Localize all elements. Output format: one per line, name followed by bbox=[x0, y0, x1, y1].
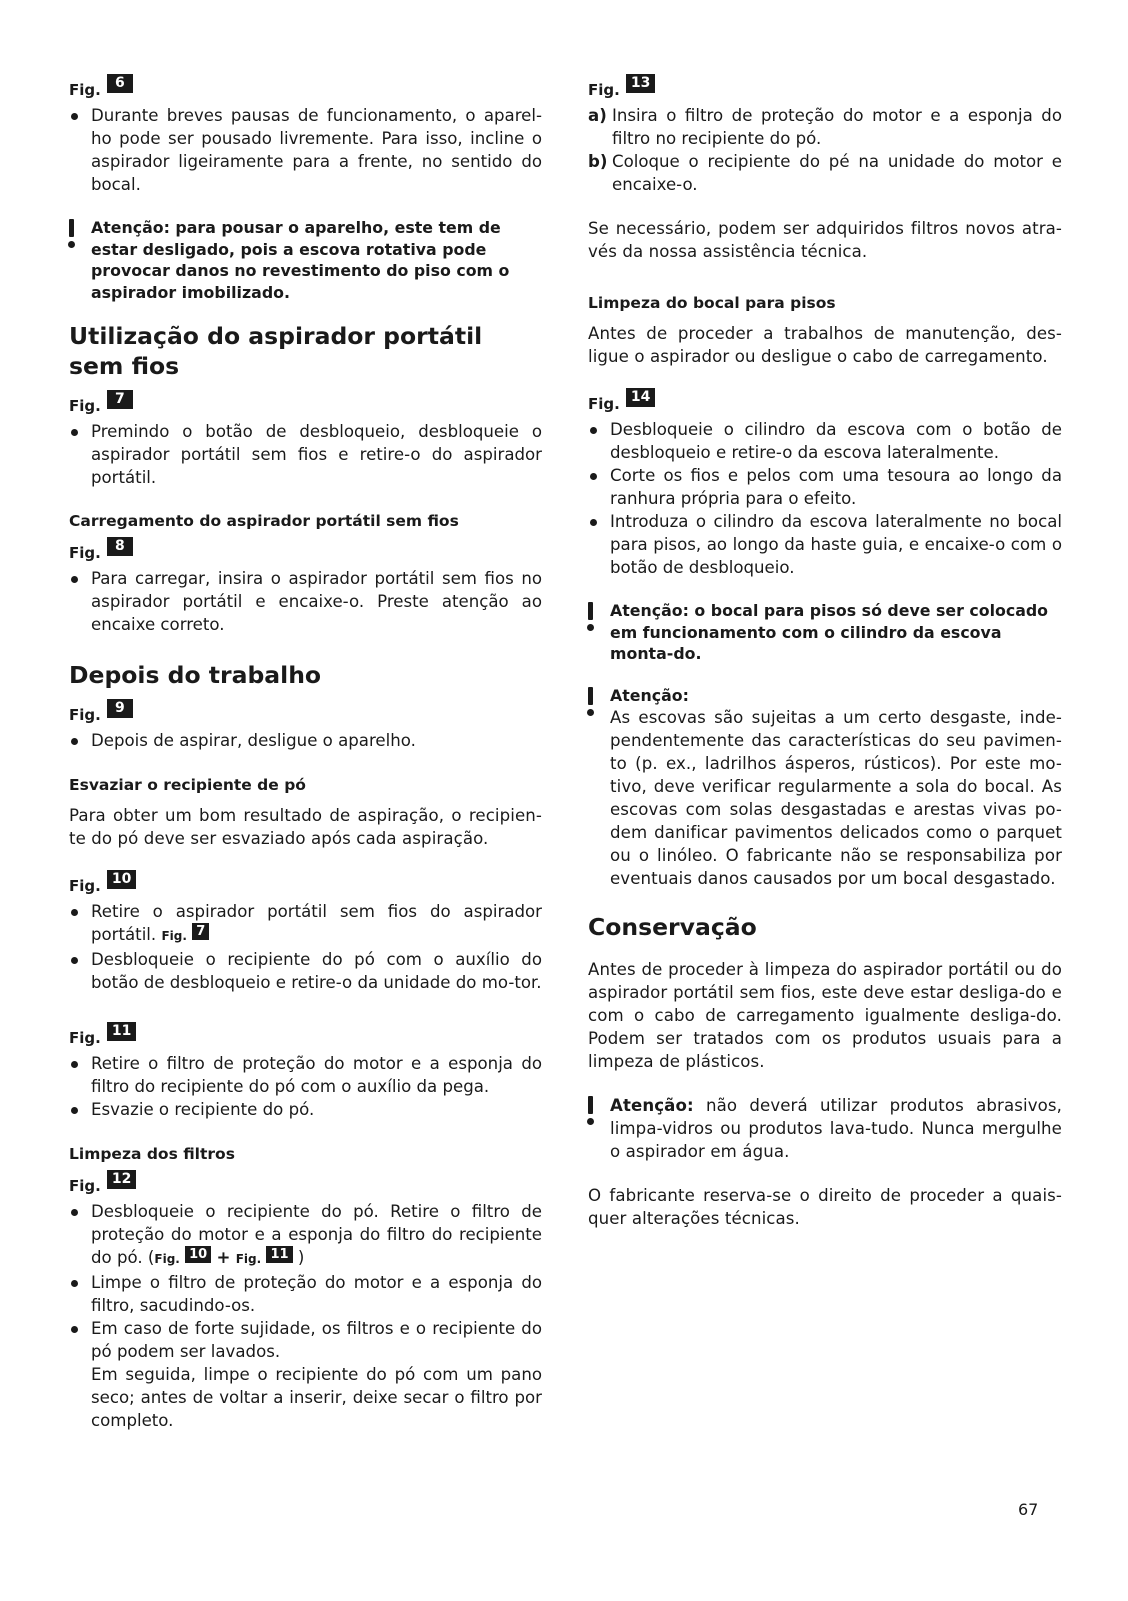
fig-number-badge: 10 bbox=[107, 870, 136, 889]
fig-number-badge: 9 bbox=[107, 699, 133, 718]
subheading-limpeza-filtros: Limpeza dos filtros bbox=[69, 1145, 235, 1163]
fig-number-badge: 7 bbox=[107, 390, 133, 409]
list-item: Depois de aspirar, desligue o aparelho. bbox=[69, 729, 542, 752]
list-item: Esvazie o recipiente do pó. bbox=[69, 1098, 542, 1121]
subheading-carregamento: Carregamento do aspirador portátil sem fios bbox=[69, 512, 459, 530]
fig-12-list bbox=[69, 1200, 542, 1432]
fig-number-badge: 8 bbox=[107, 537, 133, 556]
list-item: Em caso de forte sujidade, os filtros e o recipiente do pó podem ser lavados. Em seguida, limpe o recipiente do pó com um pano seco; antes de voltar a inserir, deixe secar o filtro por completo. bbox=[69, 1317, 542, 1432]
paragraph-filtros-novos: Se necessário, podem ser adquiridos filtros novos atra-vés da nossa assistência técnica. bbox=[588, 219, 1062, 261]
page-number: 67 bbox=[1018, 1500, 1039, 1519]
warning-note-bocal: Atenção: o bocal para pisos só deve ser colocado em funcionamento com o cilindro da escova monta-do. bbox=[588, 600, 1062, 665]
fig-10-label: Fig. 10 bbox=[69, 870, 542, 894]
left-column bbox=[69, 74, 542, 1432]
paragraph-conservacao: Antes de proceder à limpeza do aspirador portátil ou do aspirador portátil sem fios, este deve estar desliga-do e com o cabo de carregamento igualmente desliga-do. Podem ser tratados com os produtos usuais para a limpeza de plásticos. bbox=[588, 960, 1062, 1071]
section-heading-conservacao: Conservação bbox=[588, 913, 757, 941]
warning-note-escovas: Atenção: As escovas são sujeitas a um certo desgaste, inde-pendentemente das características do seu pavimen-to (p. ex., ladrilhos ásperos, rústicos). Por este mo-tivo, deve verificar regularmente a sola do bocal. As escovas com solas desgastadas e arestas vivas po-dem danificar pavimentos delicados como o parquet ou o linóleo. O fabricante não se responsabiliza por eventuais danos causados por um bocal desgastado. bbox=[588, 685, 1062, 891]
fig-8-list bbox=[69, 567, 542, 636]
fig-7-label: Fig. 7 bbox=[69, 390, 542, 414]
subheading-limpeza-bocal: Limpeza do bocal para pisos bbox=[588, 294, 836, 312]
paragraph-esvaziar: Para obter um bom resultado de aspiração, o recipien-te do pó deve ser esvaziado após cada aspiração. bbox=[69, 806, 542, 848]
warning-note-produtos: Atenção: não deverá utilizar produtos abrasivos, limpa-vidros ou produtos lava-tudo. Nunca mergulhe o aspirador em água. bbox=[588, 1094, 1062, 1163]
fig-10-list bbox=[69, 900, 542, 994]
warning-icon bbox=[586, 687, 596, 717]
warning-icon bbox=[67, 219, 77, 249]
fig-reference-badge: 7 bbox=[192, 923, 209, 940]
list-item: Introduza o cilindro da escova lateralmente no bocal para pisos, ao longo da haste guia, e encaixe-o com o botão de desbloqueio. bbox=[588, 510, 1062, 579]
list-item: Retire o aspirador portátil sem fios do aspirador portátil. Fig. 7 bbox=[69, 900, 542, 948]
list-item: Limpe o filtro de proteção do motor e a esponja do filtro, sacudindo-os. bbox=[69, 1271, 542, 1317]
fig-11-label: Fig. 11 bbox=[69, 1022, 542, 1046]
fig-number-badge: 6 bbox=[107, 74, 133, 93]
step-a: a) Insira o filtro de proteção do motor e a esponja do filtro no recipiente do pó. bbox=[588, 106, 1062, 148]
section-heading-depois: Depois do trabalho bbox=[69, 661, 322, 689]
list-item: Corte os fios e pelos com uma tesoura ao longo da ranhura própria para o efeito. bbox=[588, 464, 1062, 510]
fig-9-list bbox=[69, 729, 542, 752]
fig-9-label: Fig. 9 bbox=[69, 699, 542, 723]
list-item: Durante breves pausas de funcionamento, o aparel-ho pode ser pousado livremente. Para isso, incline o aspirador ligeiramente para a frente, no sentido do bocal. bbox=[69, 104, 542, 196]
fig-number-badge: 11 bbox=[107, 1022, 136, 1041]
fig-6-label: Fig. 6 bbox=[69, 74, 542, 98]
list-item: Para carregar, insira o aspirador portátil sem fios no aspirador portátil e encaixe-o. Preste atenção ao encaixe correto. bbox=[69, 567, 542, 636]
fig-number-badge: 14 bbox=[626, 388, 655, 407]
fig-14-label: Fig. 14 bbox=[588, 388, 1062, 412]
list-item: Desbloqueie o cilindro da escova com o botão de desbloqueio e retire-o da escova lateralmente. bbox=[588, 418, 1062, 464]
list-item: Premindo o botão de desbloqueio, desbloqueie o aspirador portátil sem fios e retire-o do aspirador portátil. bbox=[69, 420, 542, 489]
fig-13-label: Fig. 13 bbox=[588, 74, 1062, 98]
fig-number-badge: 12 bbox=[107, 1170, 136, 1189]
warning-icon bbox=[586, 602, 596, 632]
paragraph-fabricante: O fabricante reserva-se o direito de proceder a quais-quer alterações técnicas. bbox=[588, 1186, 1062, 1228]
fig-reference-badge: 10 bbox=[185, 1246, 211, 1263]
right-column bbox=[588, 74, 1062, 1230]
paragraph-bocal: Antes de proceder a trabalhos de manutenção, des-ligue o aspirador ou desligue o cabo de carregamento. bbox=[588, 324, 1062, 366]
list-item: Desbloqueie o recipiente do pó. Retire o filtro de proteção do motor e a esponja do filtro do recipiente do pó. (Fig. 10 + Fig. 11 ) bbox=[69, 1200, 542, 1271]
section-heading-utilizacao: Utilização do aspirador portátil sem fios bbox=[69, 322, 483, 380]
list-item: Desbloqueie o recipiente do pó com o auxílio do botão de desbloqueio e retire-o da unidade do mo-tor. bbox=[69, 948, 542, 994]
warning-note-pousar: Atenção: para pousar o aparelho, este tem de estar desligado, pois a escova rotativa pode provocar danos no revestimento do piso com o aspirador imobilizado. bbox=[69, 217, 542, 303]
step-b: b) Coloque o recipiente do pé na unidade do motor e encaixe-o. bbox=[588, 152, 1062, 194]
subheading-esvaziar: Esvaziar o recipiente de pó bbox=[69, 776, 306, 794]
fig-8-label: Fig. 8 bbox=[69, 537, 542, 561]
fig-reference-badge: 11 bbox=[266, 1246, 292, 1263]
fig-14-list bbox=[588, 418, 1062, 579]
warning-icon bbox=[586, 1096, 596, 1126]
fig-11-list bbox=[69, 1052, 542, 1121]
fig-6-list bbox=[69, 104, 542, 196]
fig-number-badge: 13 bbox=[626, 74, 655, 93]
fig-12-label: Fig. 12 bbox=[69, 1170, 542, 1194]
fig-7-list bbox=[69, 420, 542, 489]
list-item: Retire o filtro de proteção do motor e a esponja do filtro do recipiente do pó com o auxílio da pega. bbox=[69, 1052, 542, 1098]
